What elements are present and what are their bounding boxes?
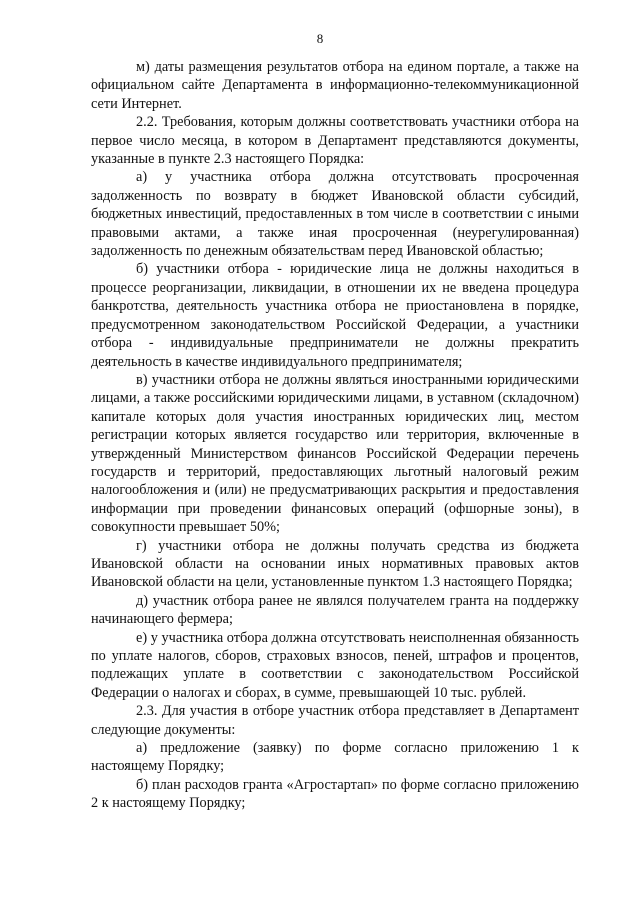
paragraph-e-no-tax-arrears: е) у участника отбора должна отсутствовать неисполненная обязанность по уплате налогов, сборов, страховых взносов, пеней, штрафов и процентов, подлежащих уплате в соответствии с законодательством Российской Федерации о налогах и сборах, в сумме, превышающей 10 тыс. рублей. <box>91 629 579 701</box>
paragraph-m-results-publication: м) даты размещения результатов отбора на едином портале, а также на официальном сайте Департамента в информационно-телекоммуникационной сети Интернет. <box>91 59 579 112</box>
paragraph-a-no-overdue-debt: а) у участника отбора должна отсутствовать просроченная задолженность по возврату в бюджет Ивановской области субсидий, бюджетных инвестиций, предоставленных в том числе в соответствии с иными правовыми актами, а также иная просроченная (неурегулированная) задолженность по денежным обязательствам перед Ивановской областью; <box>91 169 579 260</box>
paragraph-2-3-documents: 2.3. Для участия в отборе участник отбора представляет в Департамент следующие документы: <box>91 703 579 738</box>
paragraph-b-expense-plan: б) план расходов гранта «Агростартап» по форме согласно приложению 2 к настоящему Порядку; <box>91 776 579 812</box>
paragraph-v-not-foreign-entities: в) участники отбора не должны являться иностранными юридическими лицами, а также российскими юридическими лицами, в уставном (складочном) капитале которых доля участия иностранных юридических лиц, местом регистрации которых является государство или территория, включенные в утвержденный Министерством финансов Российской Федерации перечень государств и территорий, предоставляющих льготный налоговый режим налогообложения и (или) не предусматривающих раскрытия и предоставления информации при проведении финансовых операций (офшорные зоны), в совокупности превышает 50%; <box>91 371 579 536</box>
paragraph-g-no-other-funds: г) участники отбора не должны получать средства из бюджета Ивановской области на основании иных нормативных правовых актов Ивановской области на цели, установленные пунктом 1.3 настоящего Порядка; <box>91 537 579 591</box>
paragraph-b-no-reorganization: б) участники отбора - юридические лица не должны находиться в процессе реорганизации, ликвидации, в отношении их не введена процедура банкротства, деятельность участника отбора не приостановлена в порядке, предусмотренном законодательством Российской Федерации, а участники отбора - индивидуальные предприниматели не должны прекратить деятельность в качестве индивидуального предпринимателя; <box>91 261 579 370</box>
paragraph-a-application: а) предложение (заявку) по форме согласно приложению 1 к настоящему Порядку; <box>91 740 579 775</box>
page-number: 8 <box>316 31 324 46</box>
paragraph-2-2-requirements: 2.2. Требования, которым должны соответствовать участники отбора на первое число месяца, в котором в Департамент представляются документы, указанные в пункте 2.3 настоящего Порядка: <box>91 114 579 168</box>
document-body <box>91 58 579 813</box>
paragraph-d-not-previous-recipient: д) участник отбора ранее не являлся получателем гранта на поддержку начинающего фермера; <box>91 592 579 628</box>
